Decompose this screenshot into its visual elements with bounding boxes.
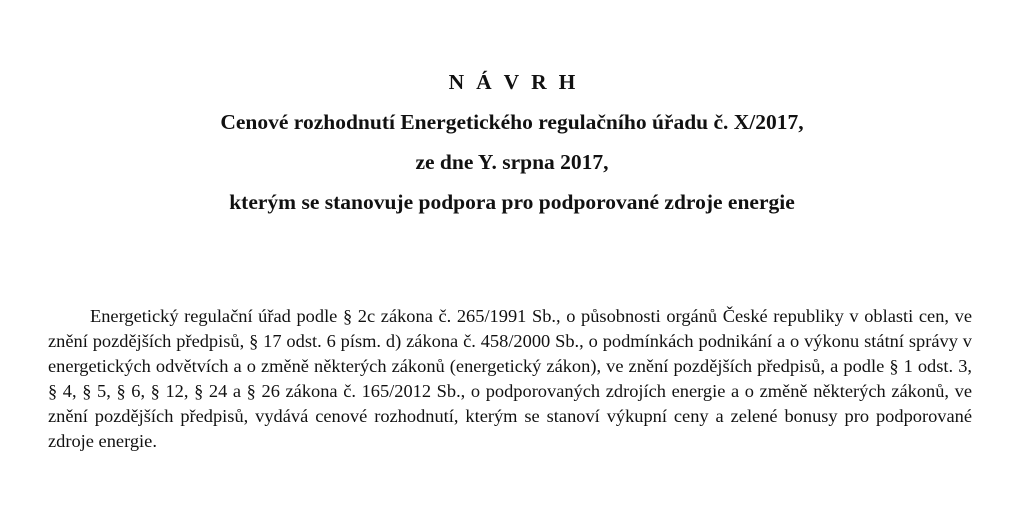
- document-subject: kterým se stanovuje podpora pro podporované zdroje energie: [229, 190, 795, 214]
- body-paragraph: Energetický regulační úřad podle § 2c zákona č. 265/1991 Sb., o působnosti orgánů České republiky v oblasti cen, ve znění pozdějších předpisů, § 17 odst. 6 písm. d) zákona č. 458/2000 Sb., o podmínkách podnikání a o výkonu státní správy v energetických odvětvích a o změně některých zákonů (energetický zákon), ve znění pozdějších předpisů, a podle § 1 odst. 3, § 4, § 5, § 6, § 12, § 24 a § 26 zákona č. 165/2012 Sb., o podporovaných zdrojích energie a o změně některých zákonů, ve znění pozdějších předpisů, vydává cenové rozhodnutí, kterým se stanoví výkupní ceny a zelené bonusy pro podporované zdroje energie.: [48, 306, 972, 451]
- document-date: ze dne Y. srpna 2017,: [415, 150, 609, 174]
- document-header: [0, 62, 1024, 222]
- draft-label: NÁVRH: [448, 70, 588, 94]
- document-title: Cenové rozhodnutí Energetického regulačního úřadu č. X/2017,: [220, 110, 804, 134]
